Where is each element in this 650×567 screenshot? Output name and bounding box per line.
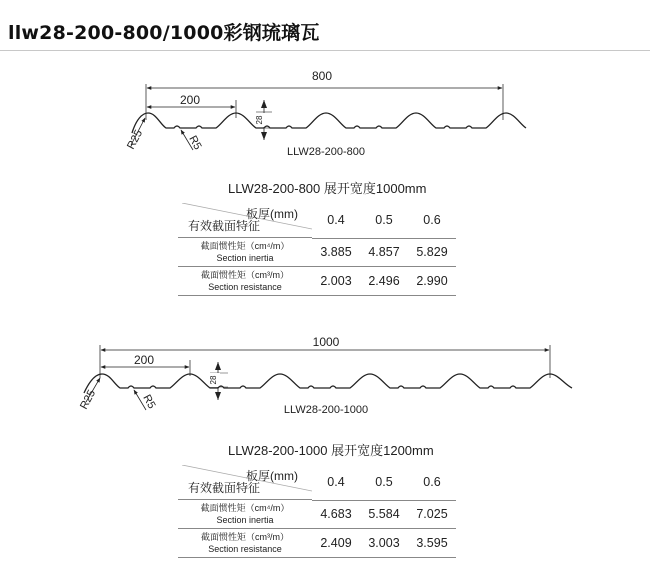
tile-profile-800 (132, 113, 526, 133)
overall-width-label: 800 (311, 69, 333, 83)
profile-model-label: LLW28-200-1000 (283, 404, 369, 416)
thickness-header: 板厚(mm) (246, 207, 298, 221)
rib-radius-label: R5 (140, 392, 158, 411)
table-row (178, 267, 456, 296)
height-label: 28 (255, 115, 264, 125)
thickness-header: 板厚(mm) (246, 469, 298, 483)
table-row (178, 500, 456, 529)
rib-radius-label: R5 (186, 133, 204, 152)
thickness-col-header: 0.5 (360, 465, 408, 500)
table-header-corner (178, 465, 312, 500)
thickness-col-header: 0.6 (408, 203, 456, 238)
thickness-col-header: 0.4 (312, 203, 360, 238)
crest-radius-label: R25 (125, 127, 146, 152)
feature-header: 有效截面特征 (188, 219, 261, 233)
table-cell: 2.990 (408, 267, 456, 296)
profile-800-drawing (125, 69, 526, 158)
thickness-col-header: 0.4 (312, 465, 360, 500)
table-cell: 4.857 (360, 238, 408, 267)
pitch-label: 200 (179, 93, 201, 107)
row-label-zh: 截面惯性矩（cm³/m） (201, 270, 289, 280)
pitch-label: 200 (133, 353, 155, 367)
table-row (178, 529, 456, 558)
row-label-zh: 截面惯性矩（cm³/m） (201, 532, 289, 542)
profile-model-label: LLW28-200-800 (286, 146, 366, 158)
row-label-zh: 截面惯性矩（cm⁴/m） (200, 241, 290, 251)
section-caption: LLW28-200-1000 展开宽度1200mm (228, 443, 434, 458)
section-properties-table (178, 465, 456, 558)
feature-header: 有效截面特征 (188, 481, 261, 495)
table-cell: 5.829 (408, 238, 456, 267)
table-cell: 5.584 (360, 500, 408, 529)
height-label: 28 (209, 375, 218, 385)
row-label-en: Section inertia (216, 253, 274, 263)
table-cell: 2.496 (360, 267, 408, 296)
row-label-en: Section inertia (216, 515, 274, 525)
profile-1000-drawing (78, 335, 572, 416)
table-cell: 7.025 (408, 500, 456, 529)
page-title: llw28-200-800/1000彩钢琉璃瓦 (8, 22, 320, 44)
table-cell: 3.885 (312, 238, 360, 267)
table-cell: 3.003 (360, 529, 408, 558)
section-properties-table (178, 203, 456, 296)
overall-width-label: 1000 (312, 335, 340, 349)
thickness-col-header: 0.6 (408, 465, 456, 500)
section-caption: LLW28-200-800 展开宽度1000mm (228, 181, 427, 196)
row-label-zh: 截面惯性矩（cm⁴/m） (200, 503, 290, 513)
table-cell: 2.409 (312, 529, 360, 558)
table-cell: 4.683 (312, 500, 360, 529)
table-cell: 2.003 (312, 267, 360, 296)
table-header-corner (178, 203, 312, 238)
crest-radius-label: R25 (78, 387, 99, 412)
tile-profile-1000 (84, 374, 572, 393)
table-cell: 3.595 (408, 529, 456, 558)
thickness-col-header: 0.5 (360, 203, 408, 238)
row-label-en: Section resistance (208, 544, 282, 554)
table-row (178, 238, 456, 267)
row-label-en: Section resistance (208, 282, 282, 292)
